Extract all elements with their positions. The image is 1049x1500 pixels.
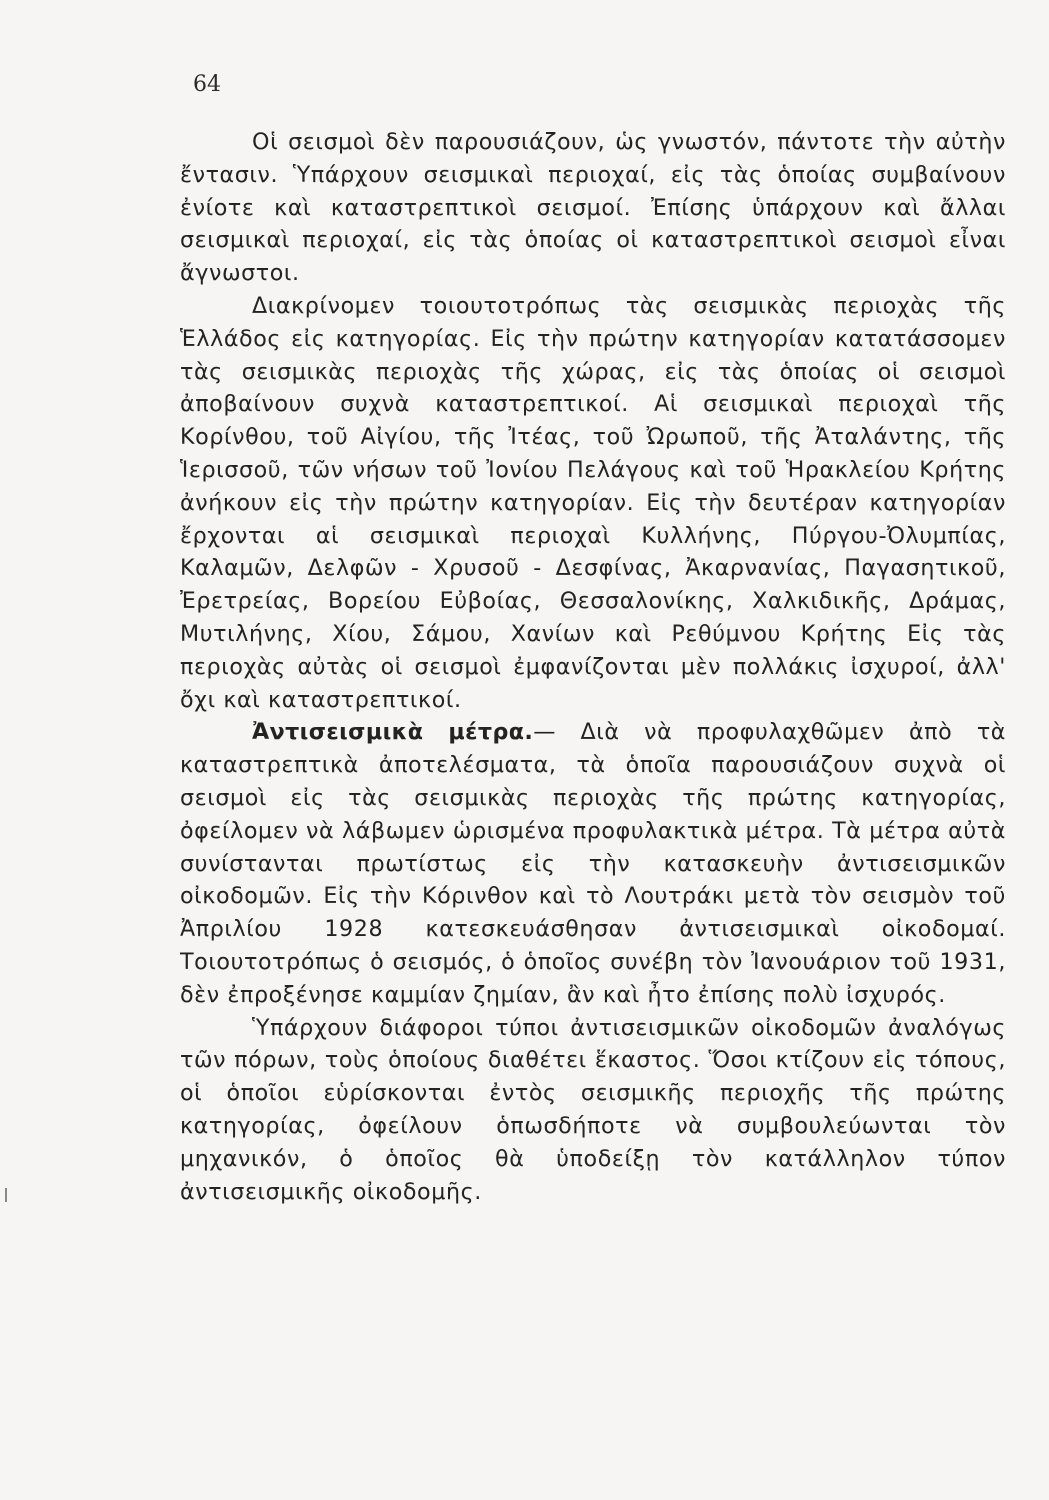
paragraph-4: Ὑπάρχουν διάφοροι τύποι ἀντισεισμικῶν οἰκοδομῶν ἀναλόγως τῶν πόρων, τοὺς ὁποίους διαθέτει ἕκαστος. Ὅσοι κτίζουν εἰς τόπους, οἱ ὁποῖοι εὑρίσκονται ἐντὸς σεισμικῆς περιοχῆς τῆς πρώτης κατηγορίας, ὀφείλουν ὁπωσδήποτε νὰ συμβουλεύωνται τὸν μηχανικόν, ὁ ὁποῖος θὰ ὑποδείξῃ τὸν κατάλληλον τύπον ἀντισεισμικῆς οἰκοδομῆς. bbox=[180, 1014, 1006, 1205]
body-text bbox=[180, 126, 1006, 1208]
section-heading: Ἀντισεισμικὰ μέτρα. bbox=[252, 719, 534, 746]
paragraph-2: Διακρίνομεν τοιουτοτρόπως τὰς σεισμικὰς περιοχὰς τῆς Ἑλλάδος εἰς κατηγορίας. Εἰς τὴν πρώτην κατηγορίαν κατατάσσομεν τὰς σεισμικὰς περιοχὰς τῆς χώρας, εἰς τὰς ὁποίας οἱ σεισμοὶ ἀποβαίνουν συχνὰ καταστρεπτικοί. Αἱ σεισμικαὶ περιοχαὶ τῆς Κορίνθου, τοῦ Αἰγίου, τῆς Ἰτέας, τοῦ Ὠρωποῦ, τῆς Ἀταλάντης, τῆς Ἱερισσοῦ, τῶν νήσων τοῦ Ἰονίου Πελάγους καὶ τοῦ Ἡρακλείου Κρήτης ἀνήκουν εἰς τὴν πρώτην κατηγορίαν. Εἰς τὴν δευτέραν κατηγορίαν ἔρχονται αἱ σεισμικαὶ περιοχαὶ Κυλλήνης, Πύργου-Ὀλυμπίας, Καλαμῶν, Δελφῶν - Χρυσοῦ - Δεσφίνας, Ἀκαρνανίας, Παγασητικοῦ, Ἐρετρείας, Βορείου Εὐβοίας, Θεσσαλονίκης, Χαλκιδικῆς, Δράμας, Μυτιλήνης, Χίου, Σάμου, Χανίων καὶ Ρεθύμνου Κρήτης Εἰς τὰς περιοχὰς αὐτὰς οἱ σεισμοὶ ἐμφανίζονται μὲν πολλάκις ἰσχυροί, ἀλλ' ὄχι καὶ καταστρεπτικοί. bbox=[180, 292, 1006, 713]
scan-edge-mark bbox=[5, 1188, 7, 1202]
page-number: 64 bbox=[193, 72, 221, 97]
paragraph-3 bbox=[180, 716, 1006, 1011]
paragraph-3-text: — Διὰ νὰ προφυλαχθῶμεν ἀπὸ τὰ καταστρεπτικὰ ἀποτελέσματα, τὰ ὁποῖα παρουσιάζουν συχνὰ οἱ σεισμοὶ εἰς τὰς σεισμικὰς περιοχὰς τῆς πρώτης κατηγορίας, ὀφείλομεν νὰ λάβωμεν ὡρισμένα προφυλακτικὰ μέτρα. Τὰ μέτρα αὐτὰ συνίστανται πρωτίστως εἰς τὴν κατασκευὴν ἀντισεισμικῶν οἰκοδομῶν. Εἰς τὴν Κόρινθον καὶ τὸ Λουτράκι μετὰ τὸν σεισμὸν τοῦ Ἀπριλίου 1928 κατεσκευάσθησαν ἀντισεισμικαὶ οἰκοδομαί. Τοιουτοτρόπως ὁ σεισμός, ὁ ὁποῖος συνέβη τὸν Ἰανουάριον τοῦ 1931, δὲν ἐπροξένησε καμμίαν ζημίαν, ἂν καὶ ἦτο ἐπίσης πολὺ ἰσχυρός. bbox=[180, 719, 1006, 1008]
paragraph-1: Οἱ σεισμοὶ δὲν παρουσιάζουν, ὡς γνωστόν, πάντοτε τὴν αὐτὴν ἔντασιν. Ὑπάρχουν σεισμικαὶ περιοχαί, εἰς τὰς ὁποίας συμβαίνουν ἐνίοτε καὶ καταστρεπτικοὶ σεισμοί. Ἐπίσης ὑπάρχουν καὶ ἄλλαι σεισμικαὶ περιοχαί, εἰς τὰς ὁποίας οἱ καταστρεπτικοὶ σεισμοὶ εἶναι ἄγνωστοι. bbox=[180, 129, 1006, 287]
